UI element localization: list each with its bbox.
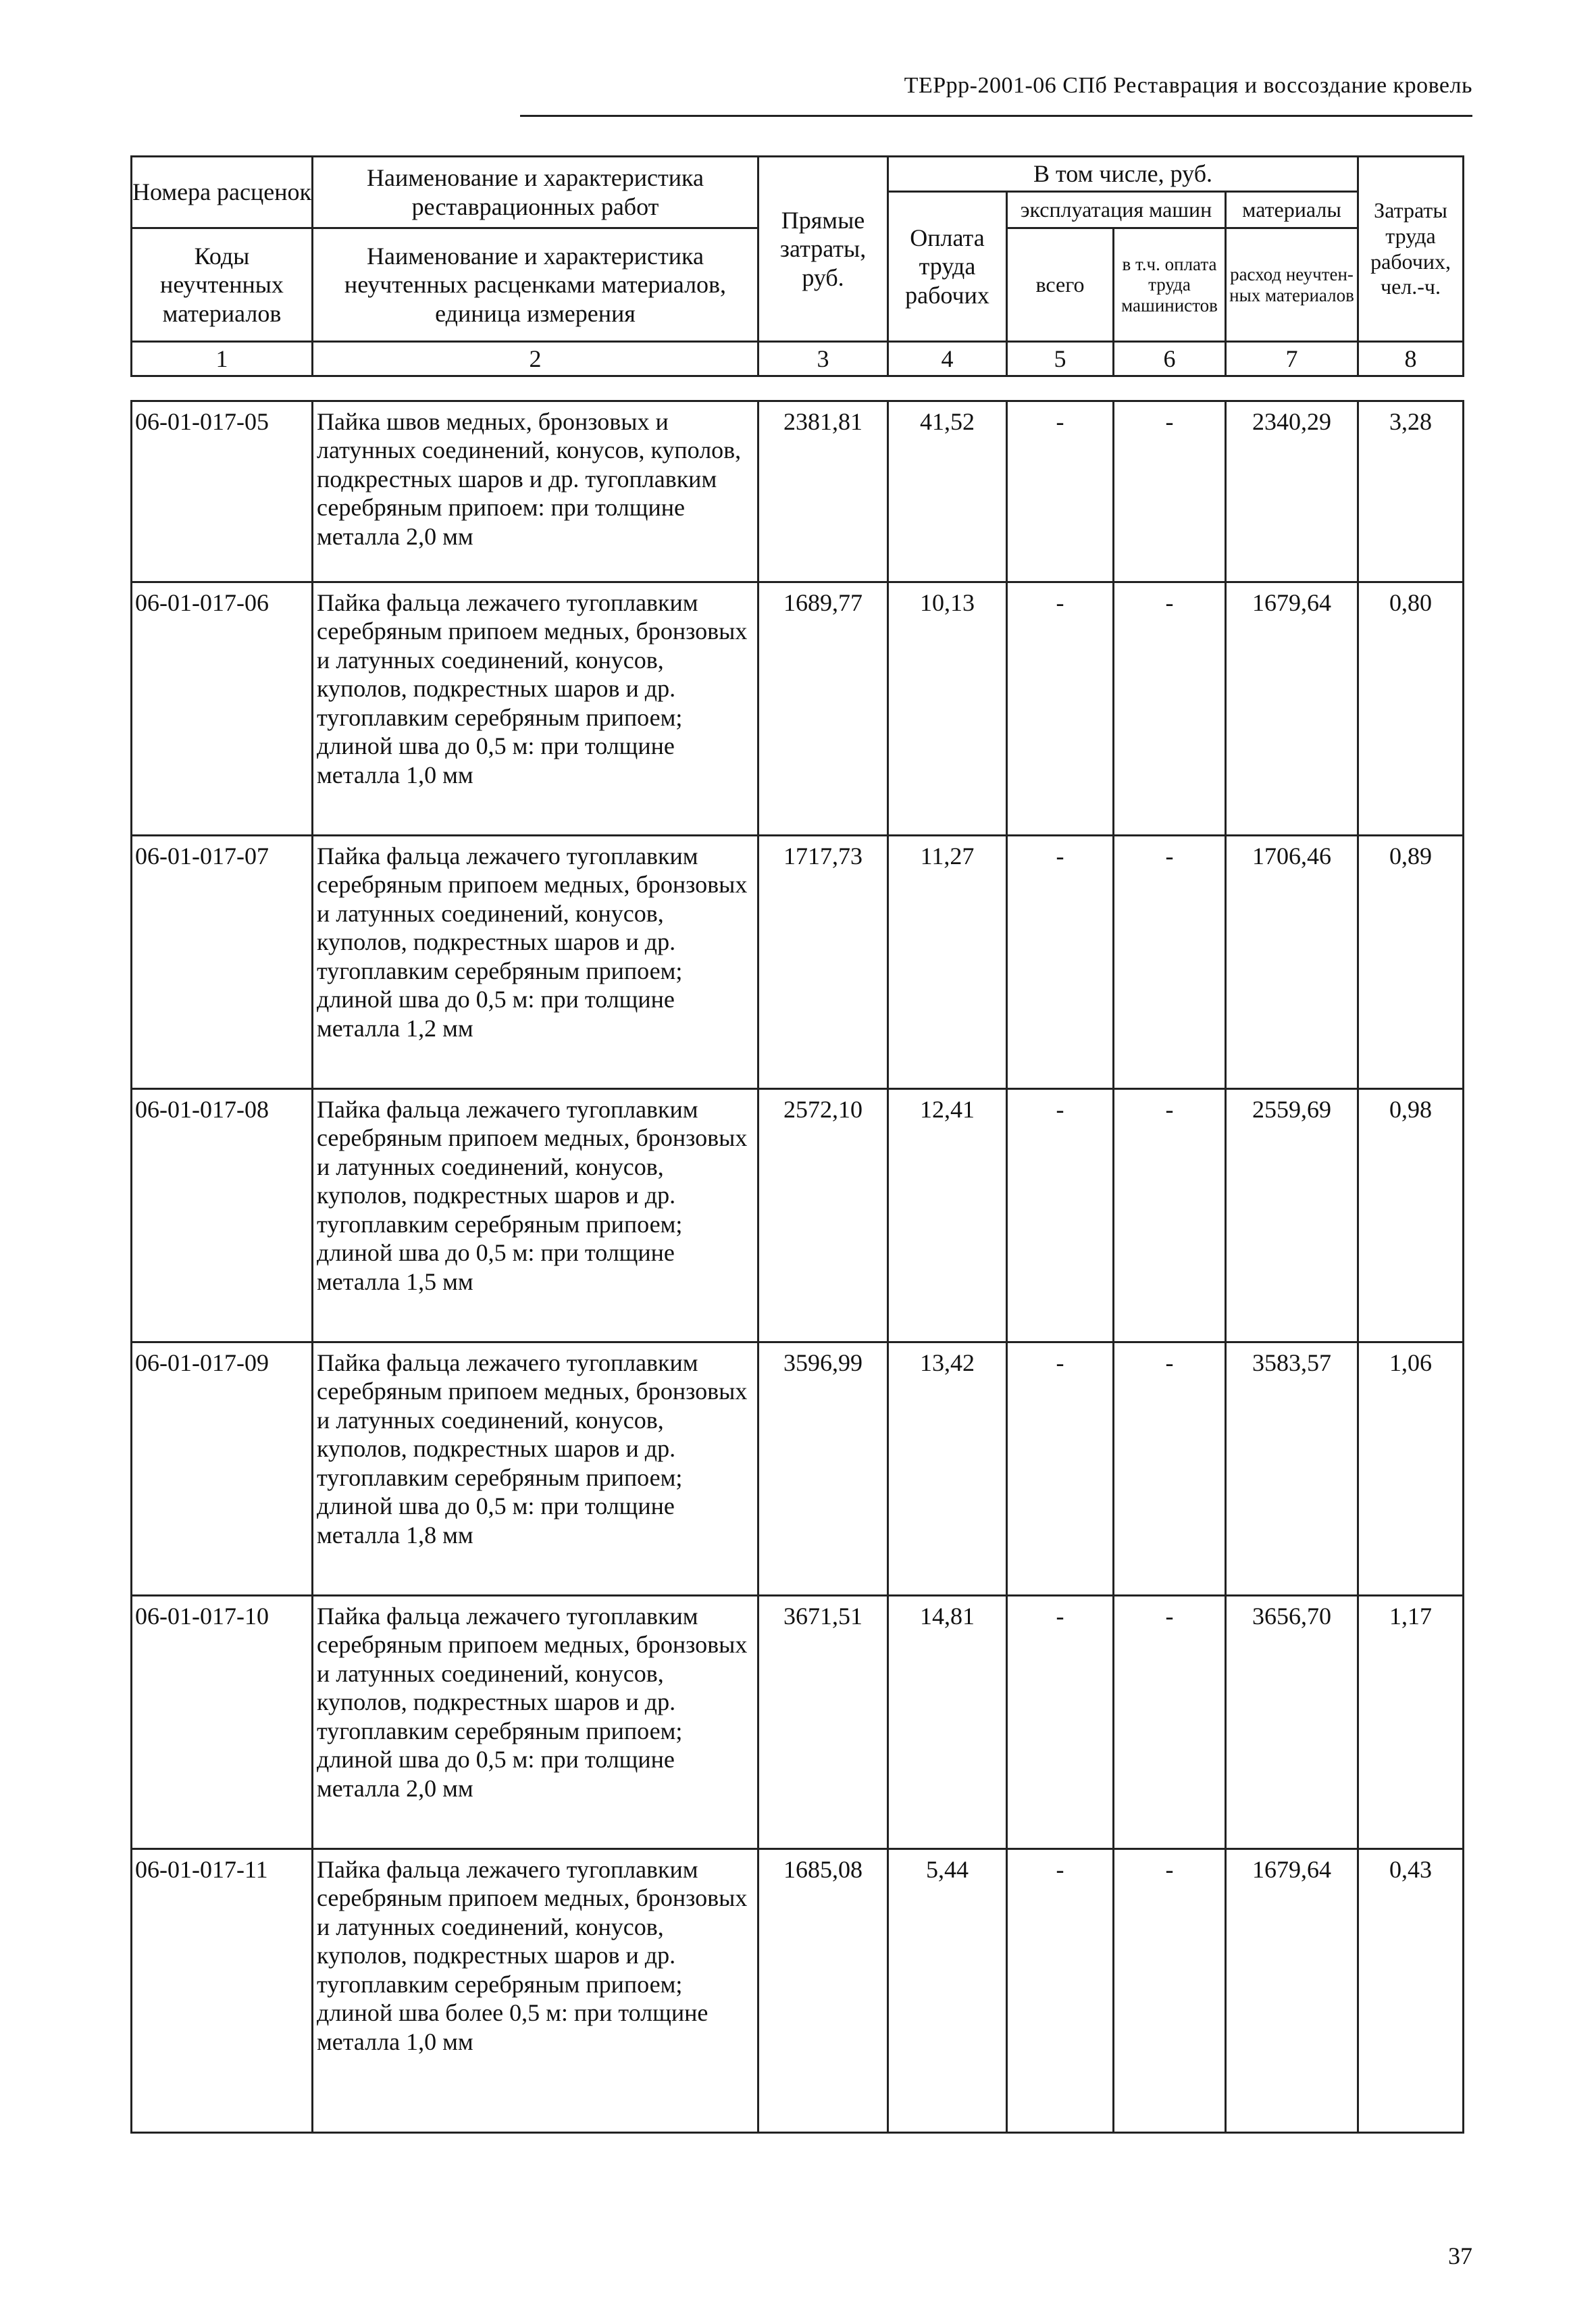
rate-code: 06-01-017-06 xyxy=(132,582,313,836)
col7-header: расход неучтен-ных материалов xyxy=(1226,228,1358,342)
machines-total: - xyxy=(1007,1849,1114,2133)
table-header xyxy=(130,155,1464,377)
labor-cost: 5,44 xyxy=(888,1849,1007,2133)
header-rule xyxy=(520,115,1472,117)
work-description: Пайка фальца лежачего тугоплавким серебряным припоем медных, бронзовых и латунных соединений, конусов, куполов, подкрестных шаров и др. тугоплавким серебряным припоем; длиной шва до 0,5 м: при толщине металла 2,0 мм xyxy=(313,1596,758,1849)
machines-total: - xyxy=(1007,1089,1114,1342)
col1-bottom-header: Коды неучтенных материалов xyxy=(132,228,313,342)
materials-cost: 1679,64 xyxy=(1226,582,1358,836)
col-number: 4 xyxy=(888,342,1007,376)
labor-cost: 12,41 xyxy=(888,1089,1007,1342)
col-number: 6 xyxy=(1114,342,1226,376)
work-description: Пайка фальца лежачего тугоплавким серебряным припоем медных, бронзовых и латунных соединений, конусов, куполов, подкрестных шаров и др. тугоплавким серебряным припоем; длиной шва более 0,5 м: при толщине металла 1,0 мм xyxy=(313,1849,758,2133)
rate-code: 06-01-017-11 xyxy=(132,1849,313,2133)
materials-cost: 3656,70 xyxy=(1226,1596,1358,1849)
labor-hours: 0,43 xyxy=(1358,1849,1464,2133)
labor-cost: 13,42 xyxy=(888,1342,1007,1596)
work-description: Пайка фальца лежачего тугоплавким серебряным припоем медных, бронзовых и латунных соединений, конусов, куполов, подкрестных шаров и др. тугоплавким серебряным припоем; длиной шва до 0,5 м: при толщине металла 1,5 мм xyxy=(313,1089,758,1342)
rate-code: 06-01-017-10 xyxy=(132,1596,313,1849)
col-number: 7 xyxy=(1226,342,1358,376)
rate-code: 06-01-017-05 xyxy=(132,401,313,582)
materials-header: материалы xyxy=(1226,192,1358,228)
rate-code: 06-01-017-08 xyxy=(132,1089,313,1342)
col3-header: Прямые затраты, руб. xyxy=(758,157,888,342)
materials-cost: 1706,46 xyxy=(1226,836,1358,1089)
col-number: 3 xyxy=(758,342,888,376)
col2-bottom-header: Наименование и характеристика неучтенных расценками материалов, единица измерения xyxy=(313,228,758,342)
labor-hours: 3,28 xyxy=(1358,401,1464,582)
machines-total: - xyxy=(1007,1596,1114,1849)
table-row xyxy=(132,1342,1464,1596)
table-row xyxy=(132,1596,1464,1849)
labor-cost: 14,81 xyxy=(888,1596,1007,1849)
direct-cost: 3596,99 xyxy=(758,1342,888,1596)
table-row xyxy=(132,1089,1464,1342)
labor-hours: 0,98 xyxy=(1358,1089,1464,1342)
direct-cost: 2572,10 xyxy=(758,1089,888,1342)
page-header-title: ТЕРрр-2001-06 СПб Реставрация и воссоздание кровель xyxy=(904,73,1472,98)
materials-cost: 1679,64 xyxy=(1226,1849,1358,2133)
col-number: 8 xyxy=(1358,342,1464,376)
col5-header: всего xyxy=(1007,228,1114,342)
machines-header: эксплуатация машин xyxy=(1007,192,1226,228)
machines-labor: - xyxy=(1114,1342,1226,1596)
work-description: Пайка фальца лежачего тугоплавким серебряным припоем медных, бронзовых и латунных соединений, конусов, куполов, подкрестных шаров и др. тугоплавким серебряным припоем; длиной шва до 0,5 м: при толщине металла 1,2 мм xyxy=(313,836,758,1089)
col8-header: Затраты труда рабочих, чел.-ч. xyxy=(1358,157,1464,342)
machines-labor: - xyxy=(1114,836,1226,1089)
labor-hours: 1,17 xyxy=(1358,1596,1464,1849)
col-number: 1 xyxy=(132,342,313,376)
direct-cost: 1689,77 xyxy=(758,582,888,836)
labor-hours: 0,80 xyxy=(1358,582,1464,836)
labor-hours: 0,89 xyxy=(1358,836,1464,1089)
col-number: 2 xyxy=(313,342,758,376)
table-row xyxy=(132,1849,1464,2133)
labor-cost: 41,52 xyxy=(888,401,1007,582)
machines-total: - xyxy=(1007,401,1114,582)
machines-labor: - xyxy=(1114,1849,1226,2133)
machines-labor: - xyxy=(1114,582,1226,836)
col-number: 5 xyxy=(1007,342,1114,376)
work-description: Пайка швов медных, бронзовых и латунных соединений, конусов, куполов, подкрестных шаров и др. тугоплавким серебряным припоем: при толщине металла 2,0 мм xyxy=(313,401,758,582)
direct-cost: 1685,08 xyxy=(758,1849,888,2133)
machines-labor: - xyxy=(1114,1596,1226,1849)
col6-header: в т.ч. оплата труда машинистов xyxy=(1114,228,1226,342)
machines-total: - xyxy=(1007,1342,1114,1596)
rates-table xyxy=(130,400,1464,2134)
rate-code: 06-01-017-09 xyxy=(132,1342,313,1596)
col2-top-header: Наименование и характеристика реставрационных работ xyxy=(313,157,758,228)
group-header: В том числе, руб. xyxy=(888,157,1358,192)
work-description: Пайка фальца лежачего тугоплавким серебряным припоем медных, бронзовых и латунных соединений, конусов, куполов, подкрестных шаров и др. тугоплавким серебряным припоем; длиной шва до 0,5 м: при толщине металла 1,0 мм xyxy=(313,582,758,836)
machines-total: - xyxy=(1007,582,1114,836)
machines-labor: - xyxy=(1114,1089,1226,1342)
table-row xyxy=(132,401,1464,582)
labor-hours: 1,06 xyxy=(1358,1342,1464,1596)
materials-cost: 2559,69 xyxy=(1226,1089,1358,1342)
materials-cost: 3583,57 xyxy=(1226,1342,1358,1596)
labor-cost: 11,27 xyxy=(888,836,1007,1089)
work-description: Пайка фальца лежачего тугоплавким серебряным припоем медных, бронзовых и латунных соединений, конусов, куполов, подкрестных шаров и др. тугоплавким серебряным припоем; длиной шва до 0,5 м: при толщине металла 1,8 мм xyxy=(313,1342,758,1596)
machines-total: - xyxy=(1007,836,1114,1089)
labor-cost: 10,13 xyxy=(888,582,1007,836)
table-row xyxy=(132,836,1464,1089)
materials-cost: 2340,29 xyxy=(1226,401,1358,582)
direct-cost: 1717,73 xyxy=(758,836,888,1089)
table-row xyxy=(132,582,1464,836)
direct-cost: 3671,51 xyxy=(758,1596,888,1849)
machines-labor: - xyxy=(1114,401,1226,582)
col4-header: Оплата труда рабочих xyxy=(888,192,1007,342)
col1-top-header: Номера расценок xyxy=(132,157,313,228)
page-number: 37 xyxy=(1448,2242,1472,2269)
rate-code: 06-01-017-07 xyxy=(132,836,313,1089)
direct-cost: 2381,81 xyxy=(758,401,888,582)
